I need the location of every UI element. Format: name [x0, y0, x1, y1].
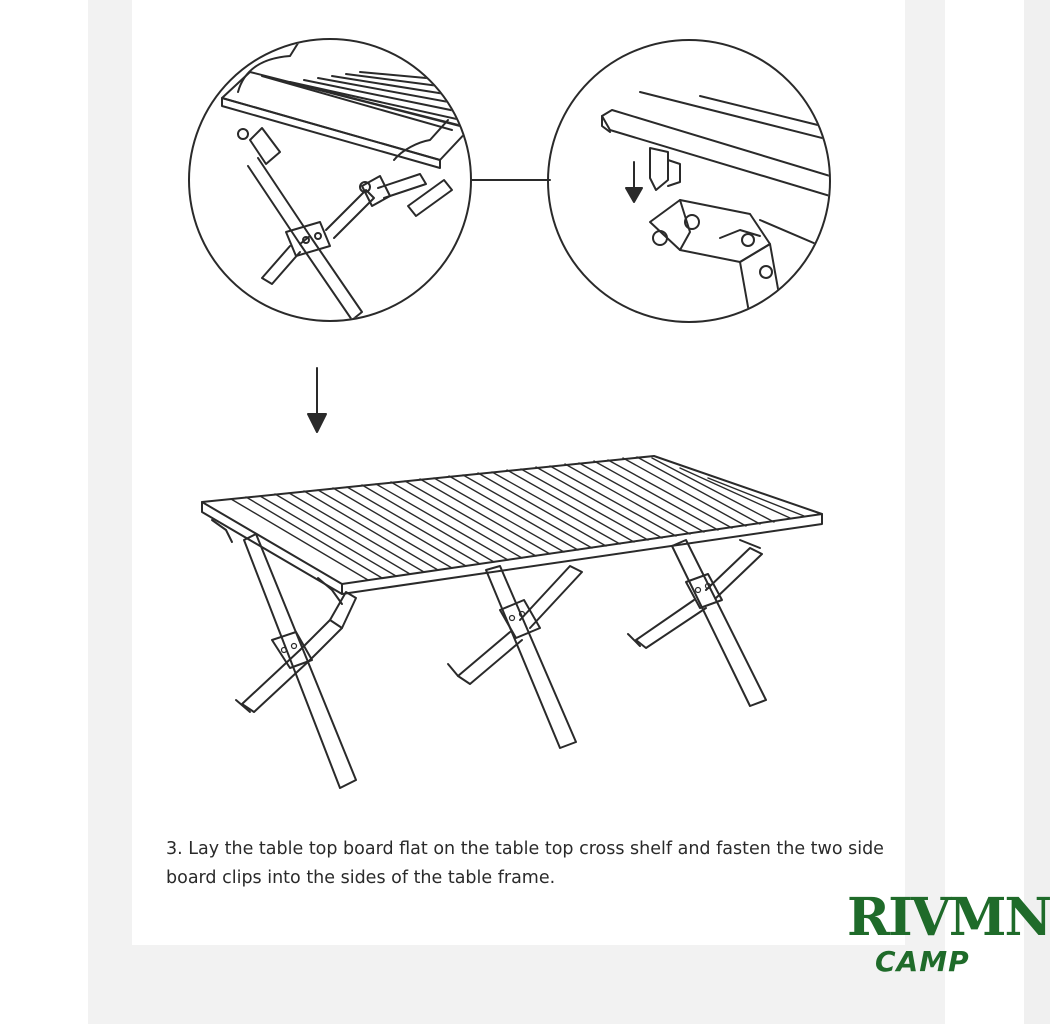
detail-circle-left: [189, 39, 471, 321]
down-arrow-icon: [308, 368, 326, 432]
assembled-table: [202, 456, 822, 788]
detail-circle-right: [548, 40, 830, 340]
instruction-text: [166, 835, 886, 893]
brand-logo: [845, 886, 1050, 996]
down-arrow-icon: [626, 162, 642, 202]
instruction-line-2: board clips into the sides of the table frame.: [166, 868, 556, 888]
instruction-line-1: 3. Lay the table top board flat on the table top cross shelf and fasten the two side: [166, 839, 884, 859]
logo-brand-top: RIVMN: [847, 887, 1050, 948]
logo-brand-bottom: CAMP: [875, 945, 970, 978]
